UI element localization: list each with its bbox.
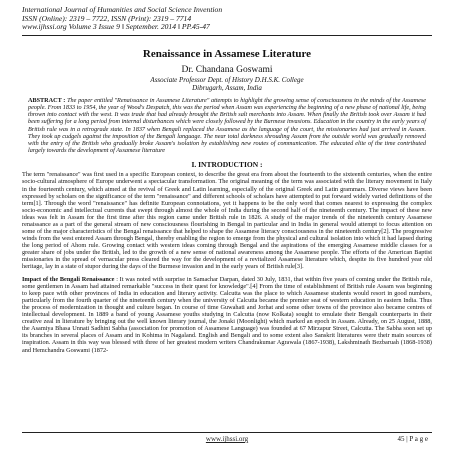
journal-header <box>22 6 432 32</box>
impact-text: : It was noted with surprise in Samachar Darpan, dated 30 July, 1831, that within five years of coming under the British rule, some gentlemen in Assam had attained remarkable "success in their quest for knowledge".[4] From the time of establishment of British rule Assam was beginning to keep pace with other provinces of India in education and literary activity. Calcutta was the place to which Assamese students would resort in good numbers, particularly from the fourth quarter of the nineteenth century when the university of Calcutta became the premier seat of western education in eastern India. Thus the process of modernization in thought and culture began. In course of time Guwahati and Jorhat and some other towns of the province also became centres of intellectual development. In 1889 a band of young Assamese youths studying in Calcutta (now Kolkata) sought to emulate their Bengali counterparts in their creative zeal in literature by bringing out the well known literary journal, the Jonaki (Moonlight) which marked an epoch in Assam. Already, on 25 August, 1888, the Asamiya Bhasa Unnati Sadhini Sabha (association for promotion of Assamese Language) was founded at 67 Mirzapur Street, Calcutta. The Sabha soon set up its branches in several places of Assam and in Kohima in Nagaland. English and Bengali and to some extent also Sanskrit literatures were their main sources of inspiration. Assam in this way was blessed with three of her greatest modern writers Chandrakumar Agrawala (1867-1938), Lakshminath Bezbaruah (1868-1938) and Hemchandra Goswami (1872- <box>22 276 433 354</box>
impact-paragraph <box>22 276 432 354</box>
journal-volume: www.ijhssi.org Volume 3 Issue 9 ǁ September. 2014 ǁ PP.45-47 <box>22 22 210 32</box>
abstract <box>28 97 426 155</box>
author-affiliation <box>22 76 432 92</box>
abstract-text: The paper entitled "Renaissance in Assamese Literature" attempts to highlight the growing sense of consciousness in the minds of the Assamese people. From 1833 to 1954, the year of Wood's Despatch, this was the period when Assam was experiencing the beginning of a new phase of national life, being thrown into contact with the west. It was trade that had already brought the British salt merchants into Assam. When finally the British took over Assam it had been suffering for a long period from internal disturbances which were closely followed by the Burmese invasions. Education in the country in the early years of British rule was in a retrograde state. In 1837 when Bengali replaced the Assamese as the language of the court, the missionaries had just arrived in Assam. They took up cudgels against the imposition of the Bengali language. The near total darkness shrouding Assam from the outside world was gradually removed with the entry of the British who gradually broke Assam's isolation by establishing new routes of communication. The educated elite of the time contributed largely towards the development of Assamese literature <box>28 96 427 155</box>
page-number: 45 | P a g e <box>397 435 428 443</box>
author-name: Dr. Chandana Goswami <box>181 64 273 75</box>
journal-url-link[interactable]: www.ijhssi.org <box>205 435 249 443</box>
journal-issn: ISSN (Online): 2319 – 7722, ISSN (Print): 2319 – 7714 <box>22 13 192 23</box>
article-page <box>22 6 432 354</box>
journal-name: International Journal of Humanities and Social Science Invention <box>22 5 223 14</box>
affiliation-location: Dibrugarh, Assam, India <box>192 83 262 92</box>
footer-row <box>22 435 432 445</box>
section-heading: I. INTRODUCTION : <box>191 160 263 170</box>
intro-paragraph: The term "renaissance" was first used in a specific European context, to describe the great era from about the fourteenth to the sixteenth centuries, when the entire socio-cultural atmosphere of Europe underwent a spectacular transformation. The original meaning of the term was associated with the literary movement in Italy in the fourteenth century, which aimed at the revival of Greek and Latin learning, especially of the original Greek and Latin grammars. Diverse views have been expressed by scholars on the significance of the term "renaissance" and different schools of scholars have attempted to put forward widely varied definitions of the term[1]. Through the word "renaissance" has definite European connotations, yet it happens to be the only word that comes nearest to expressing the complex socio-economic and intellectual currents that swept through almost the whole of India during the second half of the nineteenth century. The impact of these new ideas was felt in Assam for the first time after this region came under British rule in 1826. A study of the major trends of the nineteenth century Assamese renaissance as a part of the general stream of new consciousness flourishing in Bengal in particular and in India in general would attempt to focus attention on some of the major characteristics of the Bengal renaissance that helped to shape the Assamese literacy consciousness in the nineteenth century[2]. The progressive winds from the west entered Assam through Bengal, thereby enabling the region to emerge from the physical and cultural isolation into which it had lapsed during the long period of Ahom rule. Growing contact with western ideas coming through Bengal and the aspirations of the emerging Assamese middle classes for a greater share of jobs under the British, led to the growth of a new sense of national awareness among the Assamese people. The efforts of the American Baptist missionaries in the spread of vernacular press cleared the way for the development of a revitalized Assamese literature which, despite its five hundred year old heritage, lay in a state of stupor during the days of the Burmese invasion and in the early years of British rule[3]. <box>22 171 432 271</box>
abstract-label: ABSTRACT : <box>28 96 66 104</box>
footer-rule <box>22 432 432 433</box>
impact-heading: Impact of the Bengali Renaissance <box>22 276 115 284</box>
header-rule <box>22 35 432 36</box>
page-footer <box>22 432 432 445</box>
affiliation-line: Associate Professor Dept. of History D.H.S.K. College <box>150 75 304 84</box>
paper-title: Renaissance in Assamese Literature <box>142 47 312 60</box>
